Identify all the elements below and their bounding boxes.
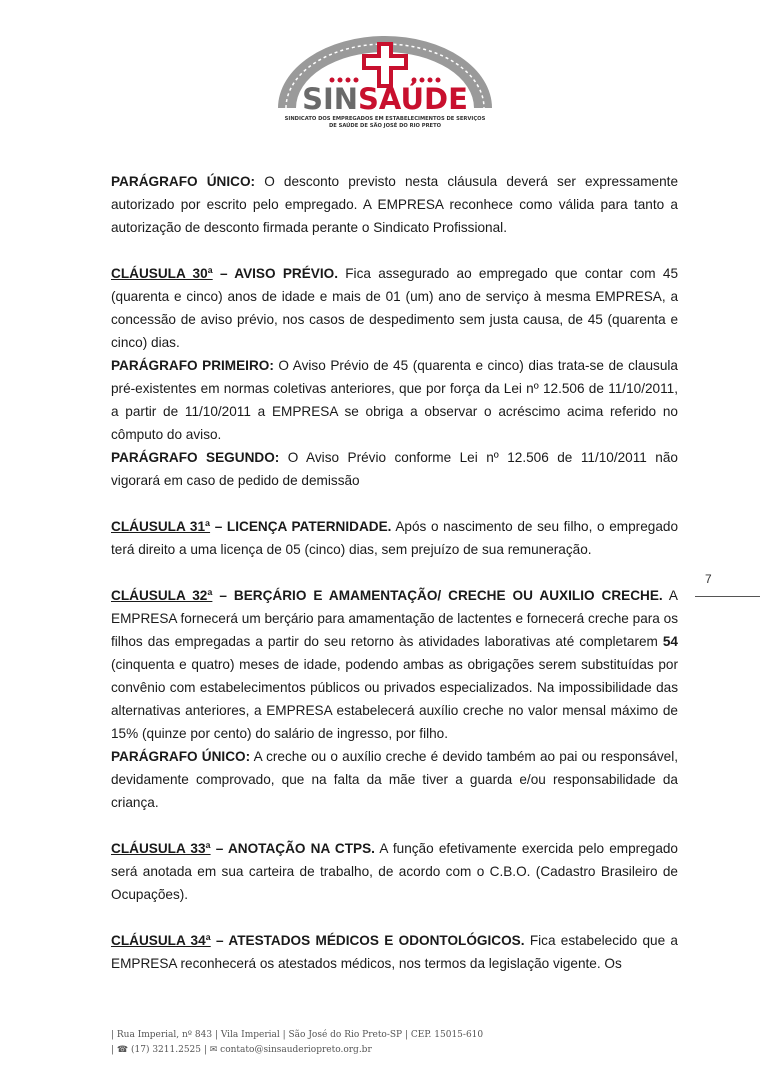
clausula-32: CLÁUSULA 32ª – BERÇÁRIO E AMAMENTAÇÃO/ CRECHE OU AUXILIO CRECHE. A EMPRESA fornecerá um berçário para amamentação de lactentes e fornecerá creche para os filhos das empregadas a partir do seu retorno às atividades laborativas até completarem 54 (cinquenta e quatro) meses de idade, podendo ambas as obrigações serem substituídas por convênio com estabelecimentos públicos ou privados especializados. Na impossibilidade das alternativas anteriores, a EMPRESA estabelecerá auxílio creche no valor mensal máximo de 15% (quinze por cento) do salário de ingresso, por filho. [111, 588, 678, 741]
footer-contact: | ☎ (17) 3211.2525 | ✉ contato@sinsauderiopreto.org.br [111, 1045, 372, 1055]
sinsaude-logo [260, 30, 510, 140]
phone-icon: ☎ [116, 1045, 129, 1055]
clausula-30-paragrafo-primeiro: PARÁGRAFO PRIMEIRO: O Aviso Prévio de 45 (quarenta e cinco) dias trata-se de clausula pré-existentes em normas coletivas anteriores, que por força da Lei nº 12.506 de 11/10/2011, a partir de 11/10/2011 a EMPRESA se obriga a observar o acréscimo acima referido no cômputo do aviso. [111, 358, 678, 442]
clausula-30: CLÁUSULA 30ª – AVISO PRÉVIO. Fica assegurado ao empregado que contar com 45 (quarenta e cinco) anos de idade e mais de 01 (um) ano de serviço à mesma EMPRESA, a concessão de aviso prévio, nos casos de despedimento sem justa causa, de 45 (quarenta e cinco) dias. [111, 266, 679, 350]
footer-address: | Rua Imperial, nº 843 | Vila Imperial | São José do Rio Preto-SP | CEP. 15015-610 [111, 1030, 484, 1040]
footer-email: contato@sinsauderiopreto.org.br [217, 1045, 372, 1055]
document-body [111, 170, 678, 975]
logo-wordmark: SINSAÚDE [302, 82, 468, 116]
page-number: 7 [705, 572, 712, 586]
mail-icon: ✉ [209, 1045, 218, 1055]
footer-phone: (17) 3211.2525 [128, 1045, 204, 1055]
paragraph-unico-desconto: PARÁGRAFO ÚNICO: O desconto previsto nesta cláusula deverá ser expressamente autorizado por escrito pelo empregado. A EMPRESA reconhece como válida para tanto a autorização de desconto firmada perante o Sindicato Profissional. [111, 174, 678, 235]
clausula-32-paragrafo-unico: PARÁGRAFO ÚNICO: A creche ou o auxílio creche é devido também ao pai ou responsável, devidamente comprovado, que na falta da mãe tiver a guarda e/ou responsabilidade da criança. [111, 749, 679, 810]
logo-subtitle-line1: SINDICATO DOS EMPREGADOS EM ESTABELECIMENTOS DE SERVIÇOS [284, 116, 486, 122]
page-number-rule [695, 596, 760, 597]
clausula-33: CLÁUSULA 33ª – ANOTAÇÃO NA CTPS. A função efetivamente exercida pelo empregado será anotada em sua carteira de trabalho, de acordo com o C.B.O. (Cadastro Brasileiro de Ocupações). [111, 841, 678, 902]
clausula-34: CLÁUSULA 34ª – ATESTADOS MÉDICOS E ODONTOLÓGICOS. Fica estabelecido que a EMPRESA reconhecerá os atestados médicos, nos termos da legislação vigente. Os [111, 933, 678, 971]
footer [111, 1028, 483, 1058]
clausula-31: CLÁUSULA 31ª – LICENÇA PATERNIDADE. Após o nascimento de seu filho, o empregado terá direito a uma licença de 05 (cinco) dias, sem prejuízo de sua remuneração. [111, 519, 678, 557]
clausula-30-paragrafo-segundo: PARÁGRAFO SEGUNDO: O Aviso Prévio conforme Lei nº 12.506 de 11/10/2011 não vigorará em caso de pedido de demissão [111, 450, 678, 488]
logo-subtitle-line2: DE SAÚDE DE SÃO JOSÉ DO RIO PRETO [328, 123, 442, 129]
